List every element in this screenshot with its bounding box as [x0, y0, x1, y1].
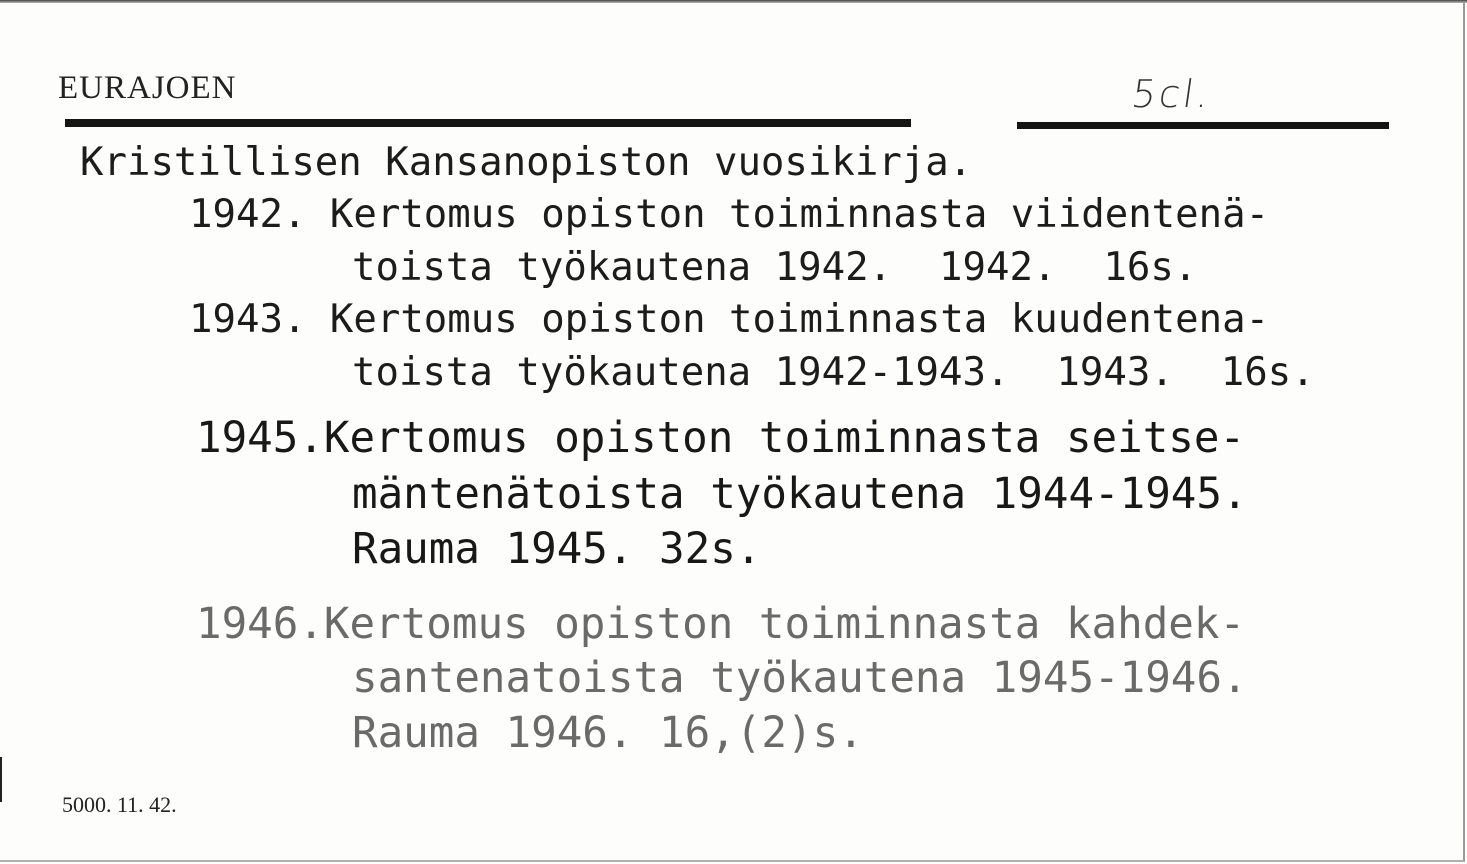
entry-1943-line-1: 1943. Kertomus opiston toiminnasta kuudentena- [189, 297, 1270, 342]
heading-rule-left [65, 119, 911, 127]
publication-title: Kristillisen Kansanopiston vuosikirja. [80, 140, 973, 185]
print-run-code: 5000. 11. 42. [62, 792, 177, 817]
heading-rule-right [1017, 122, 1389, 129]
entry-1942-line-2: toista työkautena 1942. 1942. 16s. [352, 245, 1198, 290]
entry-1945-line-2: mäntenätoista työkautena 1944-1945. [352, 470, 1248, 519]
entry-1946-line-2: santenatoista työkautena 1945-1946. [352, 654, 1248, 703]
entry-1945-line-1: 1945.Kertomus opiston toiminnasta seitse- [196, 414, 1246, 463]
card-edge-mark [0, 757, 2, 802]
classification-code: 5cl. [1128, 72, 1215, 116]
entry-1943-line-2: toista työkautena 1942-1943. 1943. 16s. [352, 350, 1315, 395]
card-heading: EURAJOEN [58, 70, 237, 106]
entry-1946-line-3: Rauma 1946. 16,(2)s. [352, 709, 864, 758]
entry-1942-line-1: 1942. Kertomus opiston toiminnasta viidentenä- [189, 192, 1270, 237]
card-top-edge [0, 0, 1467, 3]
entry-1946-line-1: 1946.Kertomus opiston toiminnasta kahdek- [196, 600, 1246, 649]
entry-1945-line-3: Rauma 1945. 32s. [352, 525, 762, 574]
